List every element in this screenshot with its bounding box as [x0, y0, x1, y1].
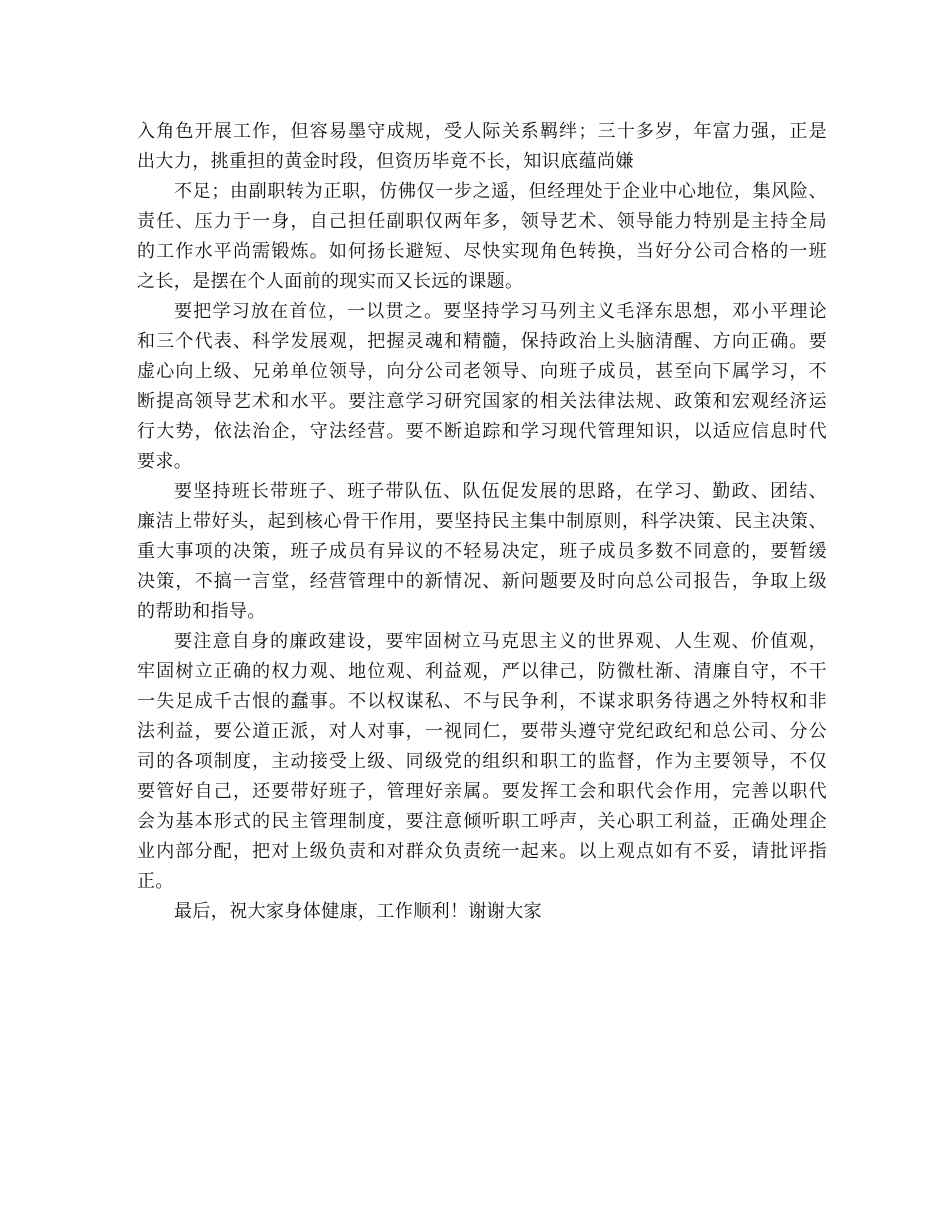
text-line: 断提高领导艺术和水平。要注意学习研究国家的相关法律法规、政策和宏观经济运	[137, 391, 827, 412]
paragraph-2	[137, 177, 827, 297]
paragraph-6	[137, 897, 827, 927]
text-line: 入角色开展工作，但容易墨守成规，受人际关系羁绊；三十多岁，年富力强，正是	[137, 121, 827, 142]
text-line: 重大事项的决策，班子成员有异议的不轻易决定，班子成员多数不同意的，要暂缓	[137, 541, 827, 562]
text-line: 法利益，要公道正派，对人对事，一视同仁，要带头遵守党纪政纪和总公司、分公	[137, 721, 827, 742]
text-line: 的帮助和指导。	[137, 601, 266, 622]
text-line: 一失足成千古恨的蠢事。不以权谋私、不与民争利，不谋求职务待遇之外特权和非	[137, 691, 827, 712]
text-line: 责任、压力于一身，自己担任副职仅两年多，领导艺术、领导能力特别是主持全局	[137, 211, 827, 232]
text-line: 牢固树立正确的权力观、地位观、利益观，严以律己，防微杜渐、清廉自守，不干	[137, 661, 827, 682]
text-line: 要求。	[137, 451, 193, 472]
document-body	[137, 117, 827, 927]
text-line: 决策，不搞一言堂，经营管理中的新情况、新问题要及时向总公司报告，争取上级	[137, 571, 827, 592]
text-line: 要坚持班长带班子、班子带队伍、队伍促发展的思路，在学习、勤政、团结、	[174, 481, 827, 502]
text-line: 要把学习放在首位，一以贯之。要坚持学习马列主义毛泽东思想，邓小平理论	[174, 301, 827, 322]
text-line: 司的各项制度，主动接受上级、同级党的组织和职工的监督，作为主要领导，不仅	[137, 751, 827, 772]
text-line: 之长，是摆在个人面前的现实而又长远的课题。	[137, 271, 524, 292]
text-line: 廉洁上带好头，起到核心骨干作用，要坚持民主集中制原则，科学决策、民主决策、	[137, 511, 827, 532]
text-line: 出大力，挑重担的黄金时段，但资历毕竟不长，知识底蕴尚嫌	[137, 151, 634, 172]
text-line: 的工作水平尚需锻炼。如何扬长避短、尽快实现角色转换，当好分公司合格的一班	[137, 241, 827, 262]
text-line: 要注意自身的廉政建设，要牢固树立马克思主义的世界观、人生观、价值观，	[174, 631, 827, 652]
text-line: 行大势，依法治企，守法经营。要不断追踪和学习现代管理知识，以适应信息时代	[137, 421, 827, 442]
paragraph-3	[137, 297, 827, 477]
text-line: 和三个代表、科学发展观，把握灵魂和精髓，保持政治上头脑清醒、方向正确。要	[137, 331, 827, 352]
text-line: 最后，祝大家身体健康，工作顺利！谢谢大家	[174, 901, 542, 922]
paragraph-5	[137, 627, 827, 897]
text-line: 业内部分配，把对上级负责和对群众负责统一起来。以上观点如有不妥，请批评指	[137, 841, 827, 862]
paragraph-1	[137, 117, 827, 177]
text-line: 正。	[137, 871, 174, 892]
paragraph-4	[137, 477, 827, 627]
text-line: 虚心向上级、兄弟单位领导，向分公司老领导、向班子成员，甚至向下属学习，不	[137, 361, 827, 382]
text-line: 会为基本形式的民主管理制度，要注意倾听职工呼声，关心职工利益，正确处理企	[137, 811, 827, 832]
text-line: 不足；由副职转为正职，仿佛仅一步之遥，但经理处于企业中心地位，集风险、	[174, 181, 827, 202]
text-line: 要管好自己，还要带好班子，管理好亲属。要发挥工会和职代会作用，完善以职代	[137, 781, 827, 802]
